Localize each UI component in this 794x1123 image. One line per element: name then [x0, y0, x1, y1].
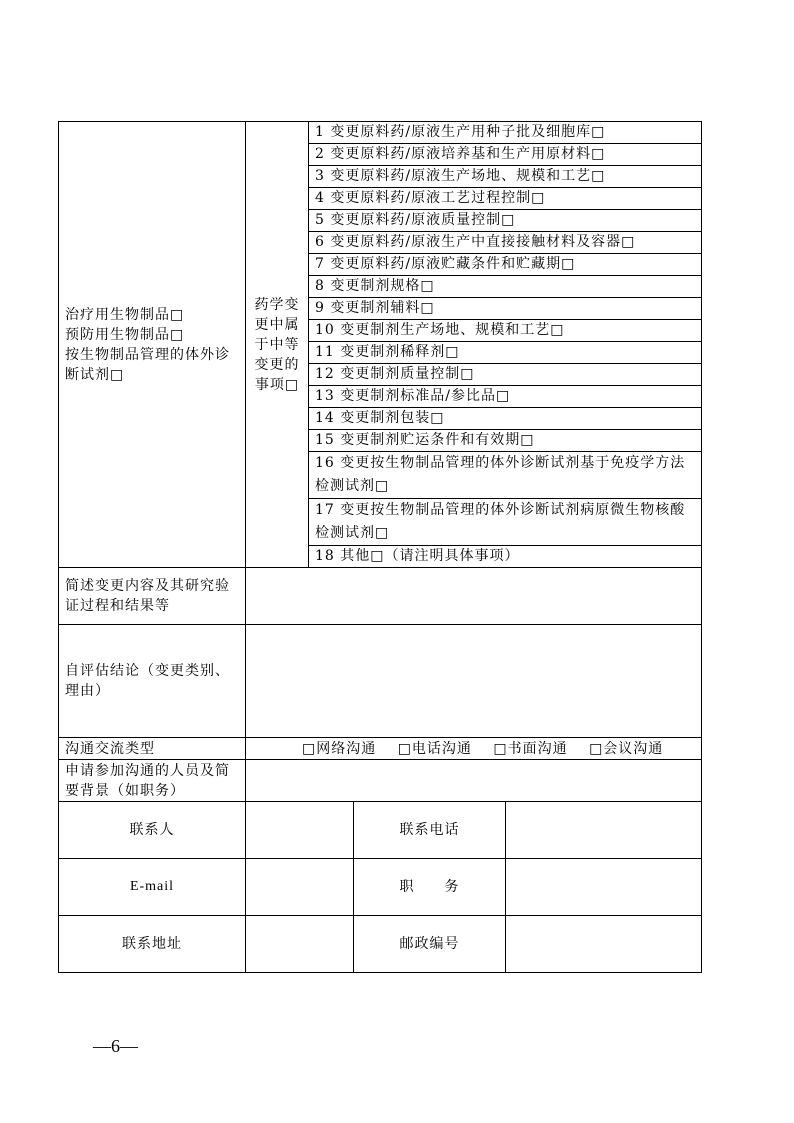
table-row	[59, 122, 702, 144]
change-item: 12 变更制剂质量控制□	[309, 364, 702, 386]
change-item: 3 变更原料药/原液生产场地、规模和工艺□	[309, 166, 702, 188]
change-item: 16 变更按生物制品管理的体外诊断试剂基于免疫学方法检测试剂□	[309, 452, 702, 499]
email-label: E-mail	[59, 859, 246, 916]
communication-type-options	[246, 738, 702, 760]
option-meeting[interactable]: □会议沟通	[589, 740, 664, 757]
summary-label: 简述变更内容及其研究验证过程和结果等	[59, 568, 246, 625]
postcode-label: 邮政编号	[354, 916, 506, 973]
option-online[interactable]: □网络沟通	[302, 740, 377, 757]
contact-person-field[interactable]	[246, 802, 354, 859]
address-label: 联系地址	[59, 916, 246, 973]
change-item: 15 变更制剂贮运条件和有效期□	[309, 430, 702, 452]
address-field[interactable]	[246, 916, 354, 973]
category-therapeutic: 治疗用生物制品□	[65, 306, 185, 323]
change-item: 11 变更制剂稀释剂□	[309, 342, 702, 364]
option-phone[interactable]: □电话沟通	[397, 740, 472, 757]
summary-field[interactable]	[246, 568, 702, 625]
communication-type-label: 沟通交流类型	[59, 738, 246, 760]
postcode-field[interactable]	[506, 916, 702, 973]
table-row	[59, 738, 702, 760]
table-row	[59, 568, 702, 625]
position-field[interactable]	[506, 859, 702, 916]
category-preventive: 预防用生物制品□	[65, 326, 185, 343]
phone-label: 联系电话	[354, 802, 506, 859]
change-item: 5 变更原料药/原液质量控制□	[309, 210, 702, 232]
change-item: 14 变更制剂包装□	[309, 408, 702, 430]
change-item: 4 变更原料药/原液工艺过程控制□	[309, 188, 702, 210]
change-item: 2 变更原料药/原液培养基和生产用原材料□	[309, 144, 702, 166]
table-row	[59, 859, 702, 916]
self-evaluation-field[interactable]	[246, 625, 702, 738]
self-evaluation-label: 自评估结论（变更类别、理由）	[59, 625, 246, 738]
change-item: 1 变更原料药/原液生产用种子批及细胞库□	[309, 122, 702, 144]
option-written[interactable]: □书面沟通	[493, 740, 568, 757]
moderate-change-label: 药学变更中属于中等变更的事项□	[246, 122, 309, 568]
contact-person-label: 联系人	[59, 802, 246, 859]
position-label: 职 务	[354, 859, 506, 916]
change-item: 8 变更制剂规格□	[309, 276, 702, 298]
page-number: —6—	[93, 1036, 138, 1056]
product-category-cell	[59, 122, 246, 568]
participants-label: 申请参加沟通的人员及简要背景（如职务）	[59, 760, 246, 802]
change-item: 17 变更按生物制品管理的体外诊断试剂病原微生物核酸检测试剂□	[309, 499, 702, 546]
change-item: 9 变更制剂辅料□	[309, 298, 702, 320]
table-row	[59, 802, 702, 859]
change-item: 13 变更制剂标准品/参比品□	[309, 386, 702, 408]
table-row	[59, 916, 702, 973]
email-field[interactable]	[246, 859, 354, 916]
change-item: 7 变更原料药/原液贮藏条件和贮藏期□	[309, 254, 702, 276]
participants-field[interactable]	[246, 760, 702, 802]
table-row	[59, 625, 702, 738]
change-item: 18 其他□（请注明具体事项）	[309, 546, 702, 568]
change-item: 10 变更制剂生产场地、规模和工艺□	[309, 320, 702, 342]
change-item: 6 变更原料药/原液生产中直接接触材料及容器□	[309, 232, 702, 254]
category-ivd: 按生物制品管理的体外诊断试剂□	[65, 346, 230, 383]
phone-field[interactable]	[506, 802, 702, 859]
table-row	[59, 760, 702, 802]
application-form-table	[58, 121, 702, 973]
